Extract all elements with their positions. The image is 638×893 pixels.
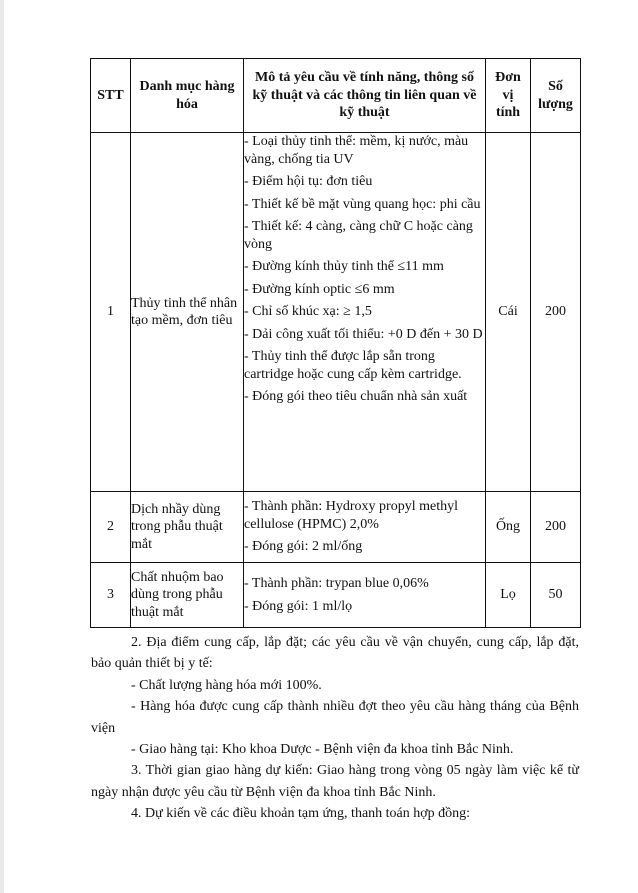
section-4-paragraph: 4. Dự kiến về các điều khoản tạm ứng, thanh toán hợp đồng: bbox=[131, 806, 471, 822]
spec-item: - Thủy tinh thể được lắp sẵn trong cartridge hoặc cung cấp kèm cartridge. bbox=[244, 349, 462, 382]
row-unit: Ống bbox=[486, 492, 531, 563]
spec-item: - Thành phần: trypan blue 0,06% bbox=[244, 576, 429, 591]
spec-item: - Đường kính thủy tinh thể ≤11 mm bbox=[244, 259, 444, 274]
row-stt: 1 bbox=[91, 133, 131, 492]
spec-item: - Thiết kế bề mặt vùng quang học: phi cầu bbox=[244, 196, 481, 212]
spec-item: - Đóng gói: 1 ml/lọ bbox=[244, 598, 353, 614]
goods-table bbox=[90, 58, 581, 628]
spec-item: - Điểm hội tụ: đơn tiêu bbox=[244, 174, 373, 189]
row-quantity: 200 bbox=[531, 133, 581, 492]
table-row bbox=[91, 563, 581, 628]
table-row bbox=[91, 133, 581, 492]
header-quantity: Số lượng bbox=[531, 59, 581, 133]
spec-item: - Chỉ số khúc xạ: ≥ 1,5 bbox=[244, 304, 372, 319]
row-unit: Lọ bbox=[486, 563, 531, 628]
spec-item: - Dải công xuất tối thiểu: +0 D đến + 30 D bbox=[244, 326, 483, 342]
spec-item: - Đóng gói: 2 ml/ống bbox=[244, 539, 363, 555]
row-description bbox=[244, 492, 486, 563]
row-goods-name: Thủy tinh thể nhân tạo mềm, đơn tiêu bbox=[131, 133, 244, 492]
table-row bbox=[91, 492, 581, 563]
spec-item: - Thiết kế: 4 càng, càng chữ C hoặc càng vòng bbox=[244, 219, 473, 252]
row-goods-name: Chất nhuộm bao dùng trong phẫu thuật mắt bbox=[131, 563, 244, 628]
document-body bbox=[91, 632, 579, 825]
header-goods-name: Danh mục hàng hóa bbox=[131, 59, 244, 133]
table-header-row bbox=[91, 59, 581, 133]
header-unit: Đơn vị tính bbox=[486, 59, 531, 133]
section-3-paragraph: 3. Thời gian giao hàng dự kiến: Giao hàng trong vòng 05 ngày làm việc kể từ ngày nhận được yêu cầu từ Bệnh viện đa khoa tỉnh Bắc Ninh. bbox=[91, 763, 579, 800]
section-2-paragraph: 2. Địa điểm cung cấp, lắp đặt; các yêu cầu về vận chuyển, cung cấp, lắp đặt, bảo quản thiết bị y tế: bbox=[91, 635, 579, 672]
spec-item: - Đường kính optic ≤6 mm bbox=[244, 281, 395, 297]
bullet-paragraph: - Hàng hóa được cung cấp thành nhiều đợt theo yêu cầu hàng tháng của Bệnh viện bbox=[91, 699, 579, 736]
header-description: Mô tả yêu cầu về tính năng, thông số kỹ thuật và các thông tin liên quan về kỹ thuật bbox=[244, 59, 486, 133]
row-description bbox=[244, 563, 486, 628]
spec-item: - Thành phần: Hydroxy propyl methyl cellulose (HPMC) 2,0% bbox=[244, 499, 458, 532]
bullet-paragraph: - Giao hàng tại: Kho khoa Dược - Bệnh viện đa khoa tỉnh Bắc Ninh. bbox=[131, 742, 514, 758]
row-description bbox=[244, 133, 486, 492]
row-stt: 2 bbox=[91, 492, 131, 563]
header-stt: STT bbox=[91, 59, 131, 133]
row-goods-name: Dịch nhầy dùng trong phẫu thuật mắt bbox=[131, 492, 244, 563]
row-stt: 3 bbox=[91, 563, 131, 628]
row-unit: Cái bbox=[486, 133, 531, 492]
bullet-paragraph: - Chất lượng hàng hóa mới 100%. bbox=[131, 677, 322, 693]
row-quantity: 50 bbox=[531, 563, 581, 628]
spec-item: - Loại thủy tinh thể: mềm, kị nước, màu vàng, chống tia UV bbox=[244, 134, 469, 167]
spec-item: - Đóng gói theo tiêu chuẩn nhà sản xuất bbox=[244, 389, 468, 404]
page-edge bbox=[0, 0, 4, 893]
row-quantity: 200 bbox=[531, 492, 581, 563]
